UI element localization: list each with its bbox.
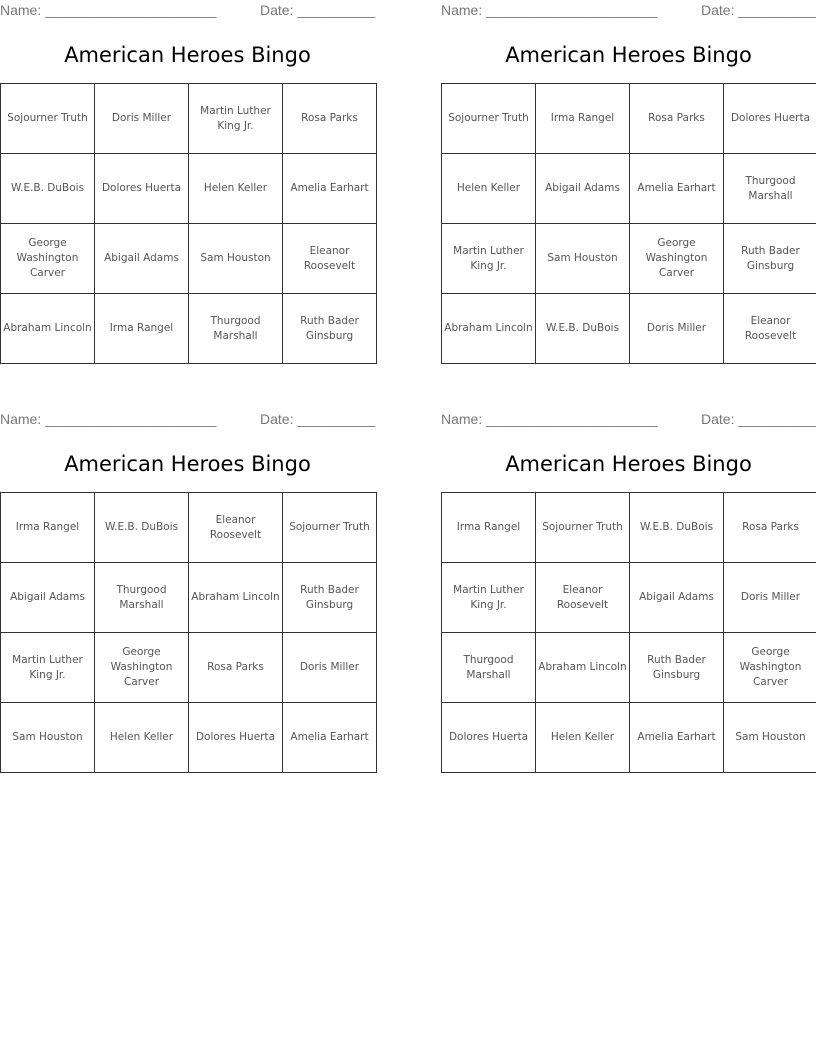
- bingo-cell-label: Doris Miller: [646, 322, 707, 334]
- bingo-cell-label: Eleanor Roosevelt: [744, 314, 797, 342]
- bingo-row: [442, 563, 816, 633]
- name-field: Name: ______________________: [441, 2, 658, 18]
- card-fields: [0, 411, 375, 429]
- bingo-cell: [189, 563, 283, 633]
- bingo-cell: [283, 84, 377, 154]
- bingo-row: [442, 224, 816, 294]
- bingo-cell: [442, 294, 536, 364]
- bingo-cell: [724, 563, 816, 633]
- card-fields: [441, 2, 816, 20]
- bingo-cell: [442, 154, 536, 224]
- bingo-cell-label: W.E.B. DuBois: [104, 521, 179, 533]
- bingo-cell-label: Abigail Adams: [545, 182, 620, 194]
- date-field: Date: __________: [260, 2, 376, 18]
- card-fields: [0, 2, 375, 20]
- bingo-cell-label: Martin Luther King Jr.: [12, 653, 83, 681]
- bingo-cell: [95, 633, 189, 703]
- bingo-cell: [442, 493, 536, 563]
- bingo-cell-label: Dolores Huerta: [195, 731, 276, 743]
- bingo-cell-label: Abraham Lincoln: [191, 591, 280, 603]
- bingo-cell: [1, 703, 95, 773]
- bingo-row: [1, 294, 377, 364]
- bingo-cell-label: Doris Miller: [740, 591, 801, 603]
- bingo-card-4: [441, 409, 816, 774]
- bingo-row: [1, 563, 377, 633]
- bingo-cell: [283, 703, 377, 773]
- date-field: Date: __________: [260, 411, 376, 427]
- bingo-row: [442, 294, 816, 364]
- bingo-cell-label: George Washington Carver: [16, 237, 79, 279]
- bingo-grid: [441, 492, 816, 773]
- bingo-grid: [0, 492, 377, 773]
- bingo-cell-label: Martin Luther King Jr.: [453, 583, 524, 611]
- bingo-row: [1, 84, 377, 154]
- bingo-cell: [189, 493, 283, 563]
- bingo-cell-label: Dolores Huerta: [101, 182, 182, 194]
- bingo-cell-label: W.E.B. DuBois: [10, 182, 85, 194]
- bingo-cell-label: Ruth Bader Ginsburg: [300, 583, 359, 611]
- bingo-row: [442, 84, 816, 154]
- bingo-cell-label: George Washington Carver: [110, 646, 173, 688]
- bingo-cell-label: Thurgood Marshall: [116, 583, 167, 611]
- name-field: Name: ______________________: [0, 411, 217, 427]
- bingo-cell: [442, 84, 536, 154]
- bingo-cell-label: Abigail Adams: [639, 591, 714, 603]
- bingo-cell-label: Thurgood Marshall: [210, 314, 261, 342]
- card-title: American Heroes Bingo: [64, 43, 311, 67]
- date-field: Date: __________: [701, 411, 816, 427]
- bingo-cell: [189, 84, 283, 154]
- bingo-cell-label: Ruth Bader Ginsburg: [741, 244, 800, 272]
- bingo-cell: [536, 703, 630, 773]
- bingo-cell-label: George Washington Carver: [739, 646, 802, 688]
- bingo-cell: [536, 563, 630, 633]
- bingo-cell: [724, 224, 816, 294]
- bingo-cell: [95, 294, 189, 364]
- card-fields: [441, 411, 816, 429]
- bingo-row: [1, 224, 377, 294]
- bingo-grid: [0, 83, 377, 364]
- bingo-cell-label: Dolores Huerta: [730, 112, 811, 124]
- bingo-cell: [630, 294, 724, 364]
- bingo-cell-label: Irma Rangel: [456, 521, 521, 533]
- bingo-cell: [95, 224, 189, 294]
- bingo-row: [442, 633, 816, 703]
- name-field: Name: ______________________: [0, 2, 217, 18]
- bingo-cell-label: Rosa Parks: [301, 112, 358, 124]
- bingo-cell: [283, 154, 377, 224]
- bingo-cell-label: Ruth Bader Ginsburg: [647, 653, 706, 681]
- bingo-cell-label: Amelia Earhart: [637, 182, 716, 194]
- name-field: Name: ______________________: [441, 411, 658, 427]
- bingo-cell: [536, 224, 630, 294]
- bingo-cell-label: W.E.B. DuBois: [545, 322, 620, 334]
- bingo-cell-label: Irma Rangel: [15, 521, 80, 533]
- bingo-cell-label: Sojourner Truth: [542, 521, 623, 533]
- bingo-cell: [724, 493, 816, 563]
- bingo-cell-label: Doris Miller: [111, 112, 172, 124]
- bingo-cell-label: Eleanor Roosevelt: [303, 244, 356, 272]
- bingo-cell-label: Abigail Adams: [10, 591, 85, 603]
- bingo-cell-label: Amelia Earhart: [637, 731, 716, 743]
- bingo-row: [442, 703, 816, 773]
- bingo-cell: [1, 294, 95, 364]
- bingo-card-3: [0, 409, 375, 774]
- bingo-cell-label: Sojourner Truth: [289, 521, 370, 533]
- bingo-cell: [283, 563, 377, 633]
- bingo-cell: [1, 154, 95, 224]
- bingo-cell: [95, 703, 189, 773]
- bingo-cell: [630, 84, 724, 154]
- bingo-cell-label: Eleanor Roosevelt: [556, 583, 609, 611]
- bingo-cell: [189, 224, 283, 294]
- bingo-row: [1, 154, 377, 224]
- bingo-cell-label: Irma Rangel: [550, 112, 615, 124]
- bingo-cell: [630, 703, 724, 773]
- bingo-grid: [441, 83, 816, 364]
- bingo-cell-label: Ruth Bader Ginsburg: [300, 314, 359, 342]
- bingo-cell-label: Sam Houston: [200, 252, 271, 264]
- bingo-row: [1, 633, 377, 703]
- bingo-cell-label: Sojourner Truth: [7, 112, 88, 124]
- bingo-cell-label: Amelia Earhart: [290, 731, 369, 743]
- bingo-cell: [724, 703, 816, 773]
- bingo-cell: [442, 563, 536, 633]
- bingo-cell-label: Dolores Huerta: [448, 731, 529, 743]
- bingo-cell: [189, 703, 283, 773]
- bingo-cell: [283, 493, 377, 563]
- bingo-cell-label: Rosa Parks: [742, 521, 799, 533]
- bingo-row: [1, 493, 377, 563]
- card-title: American Heroes Bingo: [505, 43, 752, 67]
- bingo-row: [442, 493, 816, 563]
- bingo-cell: [724, 294, 816, 364]
- bingo-cell: [536, 294, 630, 364]
- bingo-cell: [442, 633, 536, 703]
- bingo-cell: [95, 154, 189, 224]
- bingo-cell: [630, 563, 724, 633]
- bingo-cell: [442, 703, 536, 773]
- bingo-cell-label: Thurgood Marshall: [463, 653, 514, 681]
- bingo-cell-label: Abigail Adams: [104, 252, 179, 264]
- bingo-cell-label: W.E.B. DuBois: [639, 521, 714, 533]
- bingo-cell-label: Sam Houston: [735, 731, 806, 743]
- bingo-cell: [630, 224, 724, 294]
- bingo-cell-label: Helen Keller: [203, 182, 268, 194]
- bingo-cell: [536, 154, 630, 224]
- bingo-cell-label: Amelia Earhart: [290, 182, 369, 194]
- bingo-cell: [1, 493, 95, 563]
- bingo-cell: [1, 633, 95, 703]
- bingo-cell: [630, 493, 724, 563]
- bingo-cell-label: Doris Miller: [299, 661, 360, 673]
- bingo-cell: [189, 154, 283, 224]
- bingo-cell: [724, 154, 816, 224]
- bingo-cell-label: Eleanor Roosevelt: [209, 513, 262, 541]
- bingo-cell-label: Helen Keller: [456, 182, 521, 194]
- bingo-cell-label: Thurgood Marshall: [745, 174, 796, 202]
- bingo-cell-label: Abraham Lincoln: [444, 322, 533, 334]
- bingo-cell: [189, 633, 283, 703]
- bingo-cell: [95, 563, 189, 633]
- bingo-cell-label: George Washington Carver: [645, 237, 708, 279]
- bingo-cell-label: Abraham Lincoln: [538, 661, 627, 673]
- bingo-cell: [536, 84, 630, 154]
- bingo-cell: [724, 633, 816, 703]
- date-field: Date: __________: [701, 2, 816, 18]
- bingo-cell: [283, 633, 377, 703]
- card-title: American Heroes Bingo: [64, 452, 311, 476]
- bingo-cell-label: Irma Rangel: [109, 322, 174, 334]
- bingo-cell: [724, 84, 816, 154]
- bingo-cell-label: Martin Luther King Jr.: [200, 104, 271, 132]
- bingo-cell-label: Sojourner Truth: [448, 112, 529, 124]
- bingo-cell: [1, 224, 95, 294]
- bingo-cell: [283, 224, 377, 294]
- bingo-cell-label: Martin Luther King Jr.: [453, 244, 524, 272]
- bingo-cell-label: Rosa Parks: [207, 661, 264, 673]
- bingo-card-2: [441, 0, 816, 365]
- card-title: American Heroes Bingo: [505, 452, 752, 476]
- bingo-cell: [536, 633, 630, 703]
- bingo-row: [442, 154, 816, 224]
- bingo-cell: [536, 493, 630, 563]
- bingo-row: [1, 703, 377, 773]
- bingo-cell: [189, 294, 283, 364]
- bingo-cell: [630, 154, 724, 224]
- bingo-cell: [1, 563, 95, 633]
- bingo-cell-label: Abraham Lincoln: [3, 322, 92, 334]
- bingo-cell: [442, 224, 536, 294]
- bingo-cell: [95, 493, 189, 563]
- bingo-cell: [630, 633, 724, 703]
- bingo-cell-label: Sam Houston: [12, 731, 83, 743]
- bingo-cell-label: Helen Keller: [109, 731, 174, 743]
- bingo-cell: [1, 84, 95, 154]
- bingo-cell: [283, 294, 377, 364]
- bingo-cell-label: Sam Houston: [547, 252, 618, 264]
- bingo-card-1: [0, 0, 375, 365]
- bingo-cell-label: Helen Keller: [550, 731, 615, 743]
- bingo-cell-label: Rosa Parks: [648, 112, 705, 124]
- bingo-cell: [95, 84, 189, 154]
